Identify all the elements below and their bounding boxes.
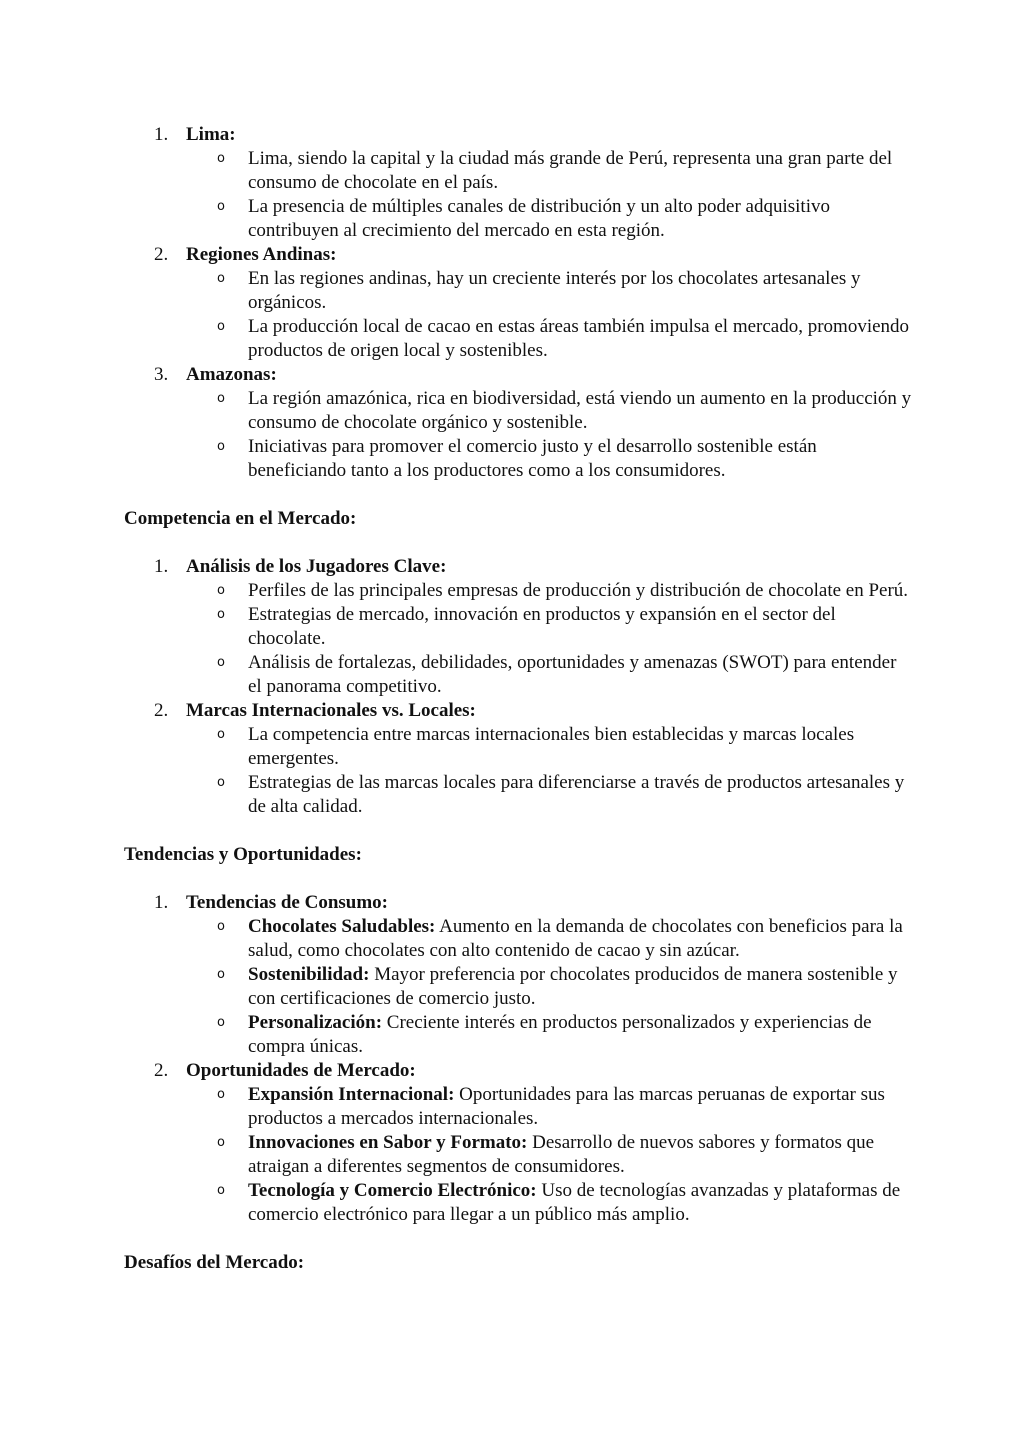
numbered-list-item xyxy=(124,555,914,699)
bullet-marker-icon: o xyxy=(217,1183,225,1198)
section-heading: Tendencias y Oportunidades: xyxy=(124,844,362,865)
bullet-lead: Expansión Internacional: xyxy=(248,1084,455,1105)
list-item-title: Análisis de los Jugadores Clave: xyxy=(186,556,447,577)
heading-spacer xyxy=(124,867,914,891)
bullet-marker-icon: o xyxy=(217,319,225,334)
numbered-list xyxy=(124,891,914,1227)
bullet-marker-icon: o xyxy=(217,775,225,790)
bullet-marker-icon: o xyxy=(217,727,225,742)
section-spacer xyxy=(124,483,914,507)
bullet-marker-icon: o xyxy=(217,439,225,454)
numbered-list xyxy=(124,555,914,819)
bullet-text: Aumento en la demanda de chocolates con beneficios para la salud, como chocolates con alto contenido de cacao y sin azúcar. xyxy=(248,916,903,961)
bullet-item xyxy=(186,915,914,963)
list-number: 1. xyxy=(154,892,169,913)
bullet-text: Iniciativas para promover el comercio justo y el desarrollo sostenible están beneficiando tanto a los productores como a los consumidores. xyxy=(248,436,817,481)
bullet-marker-icon: o xyxy=(217,1087,225,1102)
bullet-item xyxy=(186,435,914,483)
bullet-text: La presencia de múltiples canales de distribución y un alto poder adquisitivo contribuyen al crecimiento del mercado en esta región. xyxy=(248,196,830,241)
bullet-list xyxy=(186,1083,914,1227)
list-number: 2. xyxy=(154,244,169,265)
bullet-item xyxy=(186,651,914,699)
bullet-lead: Tecnología y Comercio Electrónico: xyxy=(248,1180,537,1201)
bullet-text: Perfiles de las principales empresas de producción y distribución de chocolate en Perú. xyxy=(248,580,909,601)
list-number: 1. xyxy=(154,556,169,577)
bullet-list xyxy=(186,147,914,243)
bullet-item xyxy=(186,771,914,819)
bullet-item xyxy=(186,315,914,363)
bullet-text: La región amazónica, rica en biodiversidad, está viendo un aumento en la producción y consumo de chocolate orgánico y sostenible. xyxy=(248,388,912,433)
heading-spacer xyxy=(124,531,914,555)
bullet-marker-icon: o xyxy=(217,607,225,622)
bullet-marker-icon: o xyxy=(217,199,225,214)
list-item-title: Regiones Andinas: xyxy=(186,244,337,265)
bullet-text: Estrategias de mercado, innovación en productos y expansión en el sector del chocolate. xyxy=(248,604,836,649)
bullet-marker-icon: o xyxy=(217,919,225,934)
bullet-text: La competencia entre marcas internacionales bien establecidas y marcas locales emergentes. xyxy=(248,724,855,769)
document-body xyxy=(124,123,914,1275)
document-section xyxy=(124,123,914,483)
bullet-list xyxy=(186,915,914,1059)
numbered-list-item xyxy=(124,699,914,819)
document-section xyxy=(124,1227,914,1275)
bullet-marker-icon: o xyxy=(217,271,225,286)
section-heading: Competencia en el Mercado: xyxy=(124,508,357,529)
bullet-marker-icon: o xyxy=(217,583,225,598)
bullet-marker-icon: o xyxy=(217,151,225,166)
numbered-list-item xyxy=(124,363,914,483)
numbered-list xyxy=(124,123,914,483)
bullet-text: Mayor preferencia por chocolates producidos de manera sostenible y con certificaciones de comercio justo. xyxy=(248,964,898,1009)
bullet-item xyxy=(186,963,914,1011)
bullet-item xyxy=(186,387,914,435)
list-item-title: Tendencias de Consumo: xyxy=(186,892,389,913)
bullet-text: Desarrollo de nuevos sabores y formatos que atraigan a diferentes segmentos de consumidores. xyxy=(248,1132,875,1177)
numbered-list-item xyxy=(124,123,914,243)
list-item-title: Oportunidades de Mercado: xyxy=(186,1060,416,1081)
bullet-text: Análisis de fortalezas, debilidades, oportunidades y amenazas (SWOT) para entender el panorama competitivo. xyxy=(248,652,897,697)
list-item-title: Lima: xyxy=(186,124,236,145)
numbered-list-item xyxy=(124,1059,914,1227)
bullet-lead: Personalización: xyxy=(248,1012,383,1033)
bullet-text: Creciente interés en productos personalizados y experiencias de compra únicas. xyxy=(248,1012,872,1057)
list-number: 1. xyxy=(154,124,169,145)
bullet-list xyxy=(186,579,914,699)
section-spacer xyxy=(124,1227,914,1251)
section-spacer xyxy=(124,819,914,843)
bullet-item xyxy=(186,1131,914,1179)
bullet-lead: Innovaciones en Sabor y Formato: xyxy=(248,1132,528,1153)
bullet-item xyxy=(186,147,914,195)
bullet-marker-icon: o xyxy=(217,1135,225,1150)
bullet-lead: Chocolates Saludables: xyxy=(248,916,436,937)
bullet-list xyxy=(186,267,914,363)
bullet-text: Estrategias de las marcas locales para diferenciarse a través de productos artesanales y de alta calidad. xyxy=(248,772,905,817)
bullet-text: La producción local de cacao en estas áreas también impulsa el mercado, promoviendo productos de origen local y sostenibles. xyxy=(248,316,910,361)
section-heading: Desafíos del Mercado: xyxy=(124,1252,305,1273)
bullet-list xyxy=(186,387,914,483)
bullet-item xyxy=(186,603,914,651)
bullet-item xyxy=(186,579,914,603)
list-item-title: Amazonas: xyxy=(186,364,277,385)
bullet-item xyxy=(186,1179,914,1227)
bullet-lead: Sostenibilidad: xyxy=(248,964,370,985)
bullet-marker-icon: o xyxy=(217,655,225,670)
bullet-item xyxy=(186,1011,914,1059)
bullet-item xyxy=(186,723,914,771)
bullet-text: En las regiones andinas, hay un creciente interés por los chocolates artesanales y orgánicos. xyxy=(248,268,861,313)
document-section xyxy=(124,483,914,819)
bullet-text: Lima, siendo la capital y la ciudad más grande de Perú, representa una gran parte del consumo de chocolate en el país. xyxy=(248,148,893,193)
list-number: 2. xyxy=(154,700,169,721)
numbered-list-item xyxy=(124,891,914,1059)
bullet-item xyxy=(186,1083,914,1131)
bullet-item xyxy=(186,195,914,243)
bullet-text: Uso de tecnologías avanzadas y plataformas de comercio electrónico para llegar a un público más amplio. xyxy=(248,1180,901,1225)
bullet-marker-icon: o xyxy=(217,1015,225,1030)
bullet-list xyxy=(186,723,914,819)
bullet-text: Oportunidades para las marcas peruanas de exportar sus productos a mercados internacionales. xyxy=(248,1084,885,1129)
document-section xyxy=(124,819,914,1227)
numbered-list-item xyxy=(124,243,914,363)
bullet-marker-icon: o xyxy=(217,391,225,406)
list-number: 2. xyxy=(154,1060,169,1081)
list-item-title: Marcas Internacionales vs. Locales: xyxy=(186,700,476,721)
bullet-marker-icon: o xyxy=(217,967,225,982)
bullet-item xyxy=(186,267,914,315)
list-number: 3. xyxy=(154,364,169,385)
